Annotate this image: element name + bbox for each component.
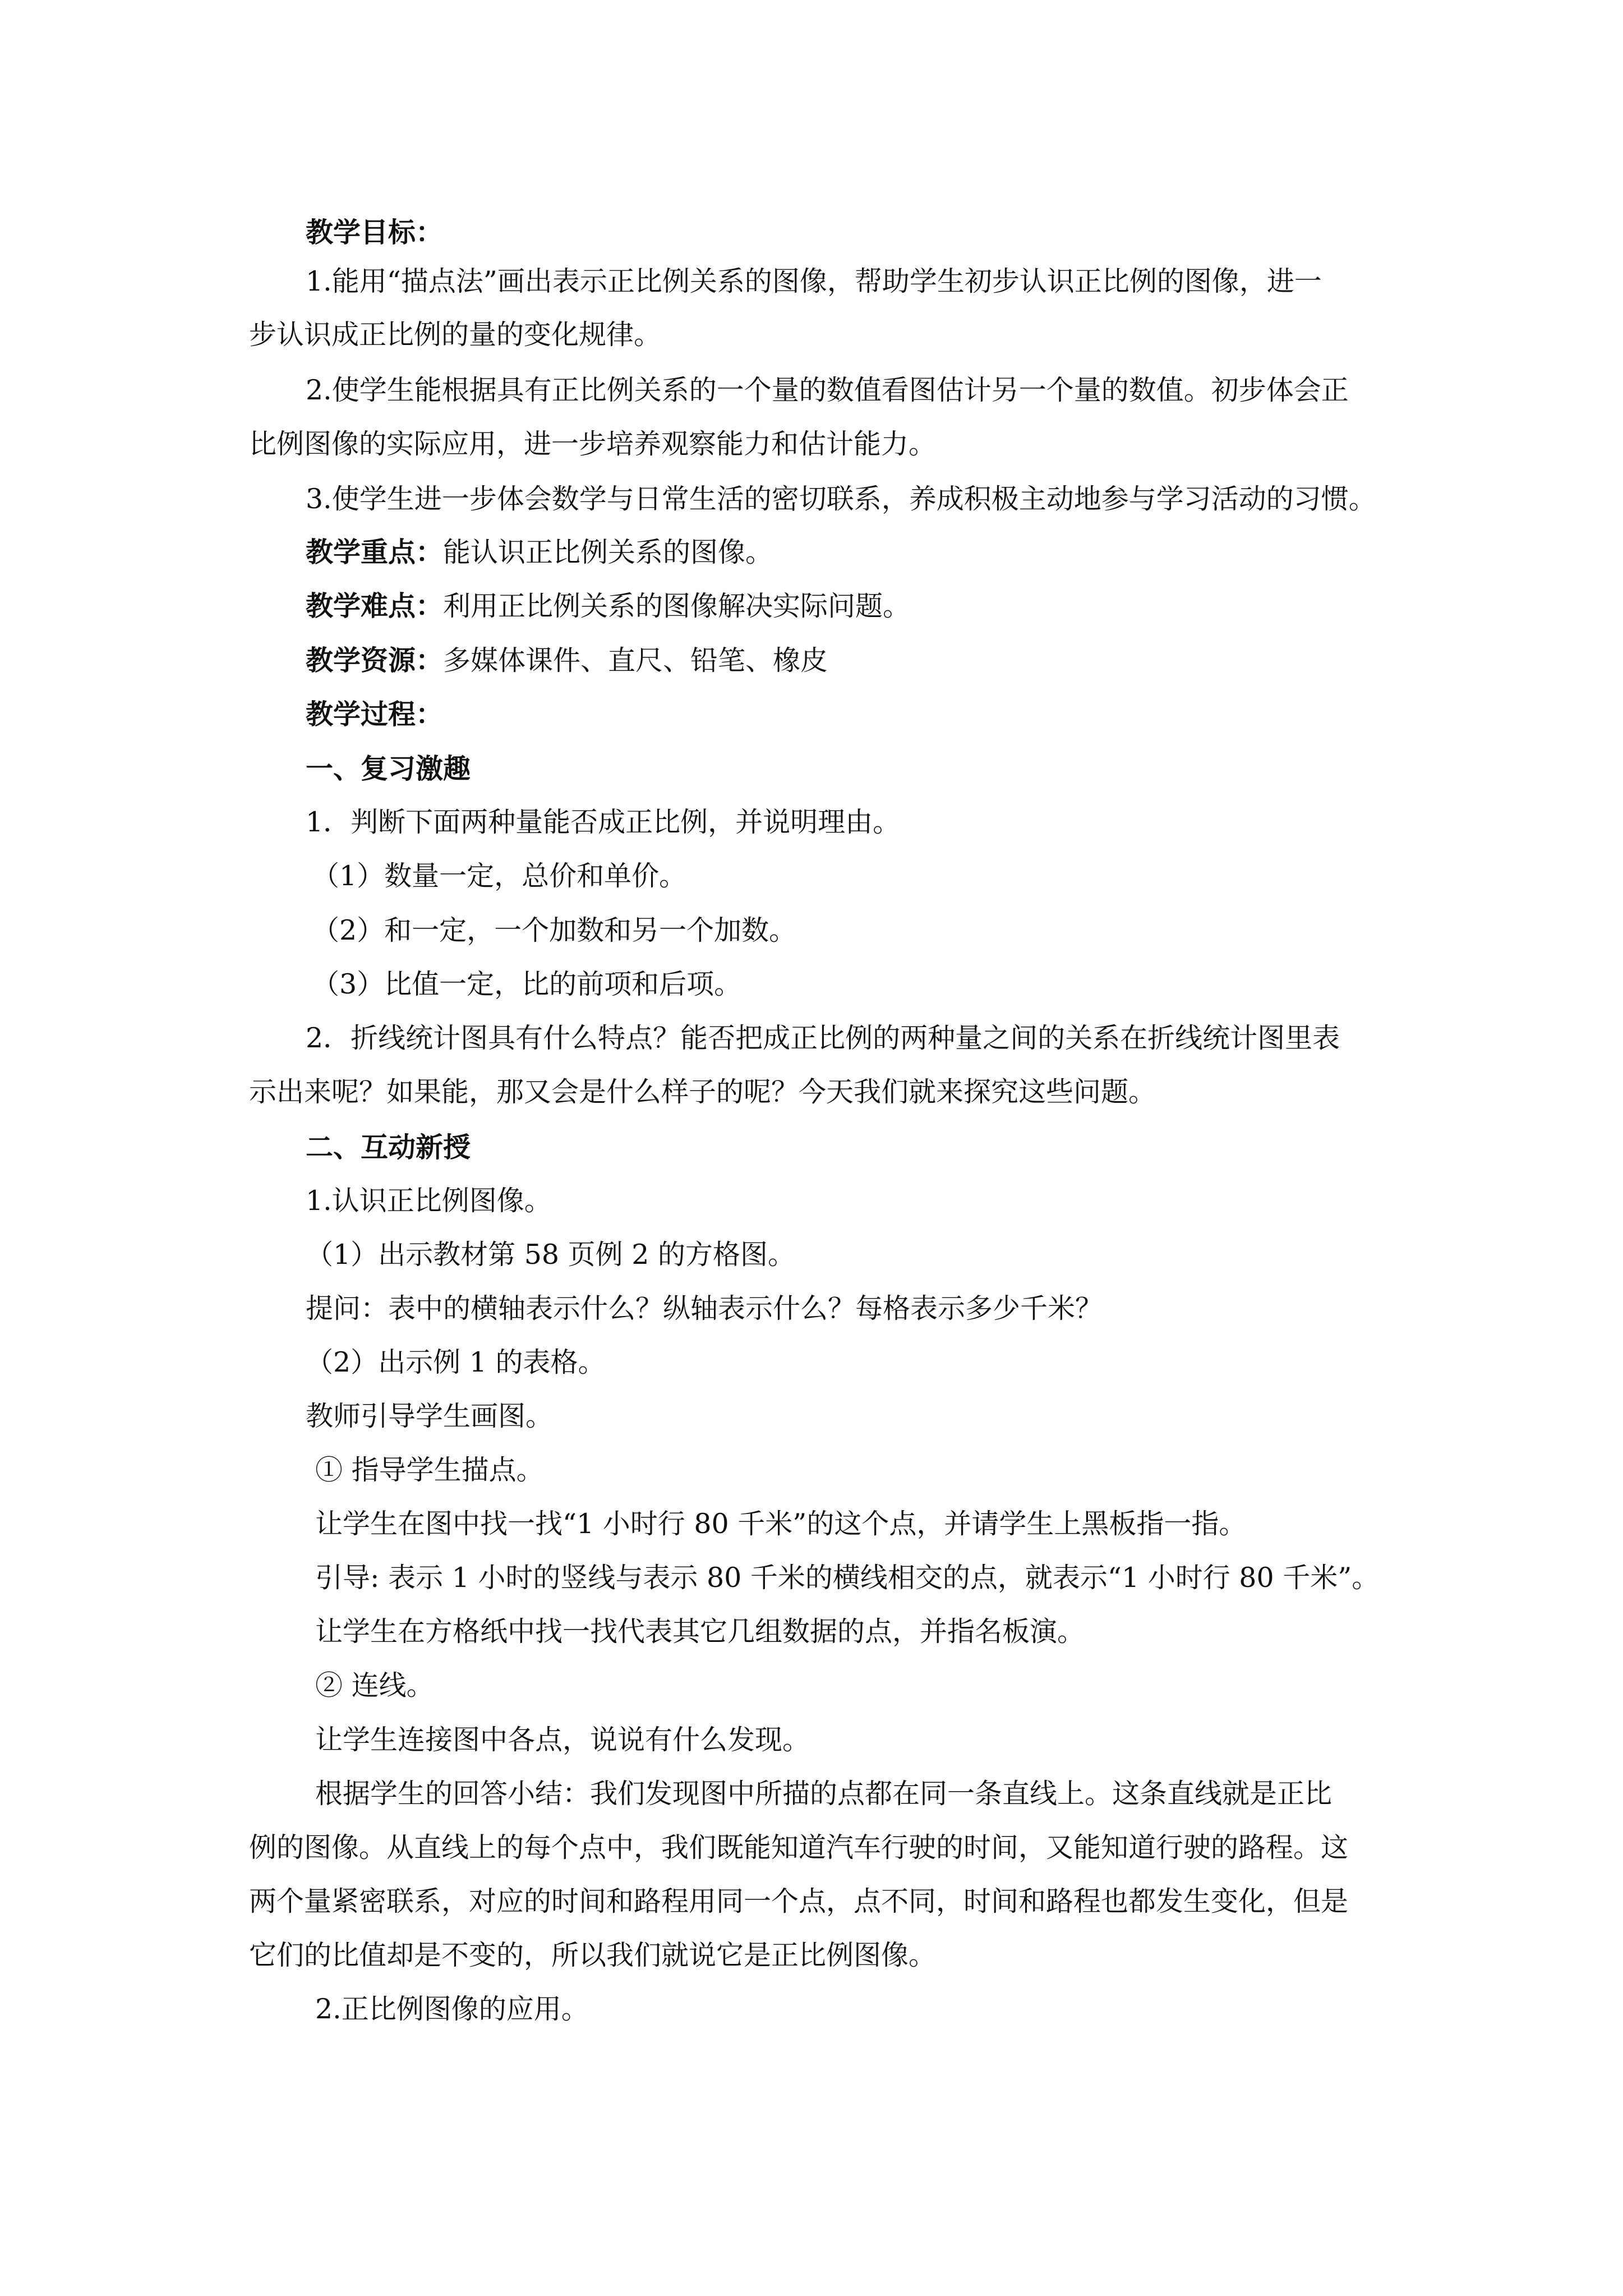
step-1-sub-2: （2）出示例 1 的表格。 xyxy=(306,1346,606,1378)
resources-line xyxy=(306,642,828,678)
guide-step-plot: ① 指导学生描点。 xyxy=(315,1454,544,1486)
key-point-line xyxy=(306,534,773,570)
review-question-2-line-2: 示出来呢？如果能，那又会是什么样子的呢？今天我们就来探究这些问题。 xyxy=(249,1076,1156,1108)
objective-1-line-1: 1.能用“描点法”画出表示正比例关系的图像，帮助学生初步认识正比例的图像，进一 xyxy=(306,265,1322,297)
key-point-label: 教学重点： xyxy=(306,536,444,568)
objective-2-line-1: 2.使学生能根据具有正比例关系的一个量的数值看图估计另一个量的数值。初步体会正 xyxy=(306,374,1349,406)
objective-3: 3.使学生进一步体会数学与日常生活的密切联系，养成积极主动地参与学习活动的习惯。 xyxy=(306,483,1376,515)
objectives-heading: 教学目标： xyxy=(306,216,444,249)
summary-line-2: 例的图像。从直线上的每个点中，我们既能知道汽车行驶的时间，又能知道行驶的路程。这 xyxy=(249,1832,1349,1864)
resources-text: 多媒体课件、直尺、铅笔、橡皮 xyxy=(443,645,828,677)
difficulty-line xyxy=(306,588,910,624)
summary-line-3: 两个量紧密联系，对应的时间和路程用同一个点，点不同，时间和路程也都发生变化，但是 xyxy=(249,1885,1349,1917)
guide-explain: 引导: 表示 1 小时的竖线与表示 80 千米的横线相交的点，就表示“1 小时行 80 千米”。 xyxy=(315,1562,1380,1594)
review-item-2: （2）和一定，一个加数和另一个加数。 xyxy=(312,914,797,946)
guide-other-points: 让学生在方格纸中找一找代表其它几组数据的点，并指名板演。 xyxy=(315,1616,1085,1648)
difficulty-text: 利用正比例关系的图像解决实际问题。 xyxy=(443,590,911,622)
step-1-sub-1: （1）出示教材第 58 页例 2 的方格图。 xyxy=(306,1239,796,1271)
section-1-heading: 一、复习激趣 xyxy=(306,752,471,785)
step-1-title: 1.认识正比例图像。 xyxy=(306,1185,552,1217)
objective-1-line-2: 步认识成正比例的量的变化规律。 xyxy=(249,319,662,351)
review-question-2-line-1: 2．折线统计图具有什么特点？能否把成正比例的两种量之间的关系在折线统计图里表 xyxy=(306,1022,1340,1054)
key-point-text: 能认识正比例关系的图像。 xyxy=(443,536,773,568)
step-2-title: 2.正比例图像的应用。 xyxy=(315,1993,589,2025)
question-axis: 提问：表中的横轴表示什么？纵轴表示什么？每格表示多少千米？ xyxy=(306,1292,1103,1324)
guide-connect-points: 让学生连接图中各点，说说有什么发现。 xyxy=(315,1724,810,1756)
resources-label: 教学资源： xyxy=(306,644,444,677)
guide-find-point: 让学生在图中找一找“1 小时行 80 千米”的这个点，并请学生上黑板指一指。 xyxy=(315,1508,1247,1540)
difficulty-label: 教学难点： xyxy=(306,590,444,622)
review-question-1: 1．判断下面两种量能否成正比例，并说明理由。 xyxy=(306,806,901,838)
review-item-1: （1）数量一定，总价和单价。 xyxy=(312,860,687,892)
objective-2-line-2: 比例图像的实际应用，进一步培养观察能力和估计能力。 xyxy=(249,428,937,460)
summary-line-4: 它们的比值却是不变的，所以我们就说它是正比例图像。 xyxy=(249,1939,937,1971)
process-heading: 教学过程： xyxy=(306,698,444,730)
summary-line-1: 根据学生的回答小结：我们发现图中所描的点都在同一条直线上。这条直线就是正比 xyxy=(315,1778,1332,1810)
section-2-heading: 二、互动新授 xyxy=(306,1131,471,1163)
guide-step-connect: ② 连线。 xyxy=(315,1669,434,1701)
teacher-guide: 教师引导学生画图。 xyxy=(306,1400,554,1432)
review-item-3: （3）比值一定，比的前项和后项。 xyxy=(312,968,742,1000)
